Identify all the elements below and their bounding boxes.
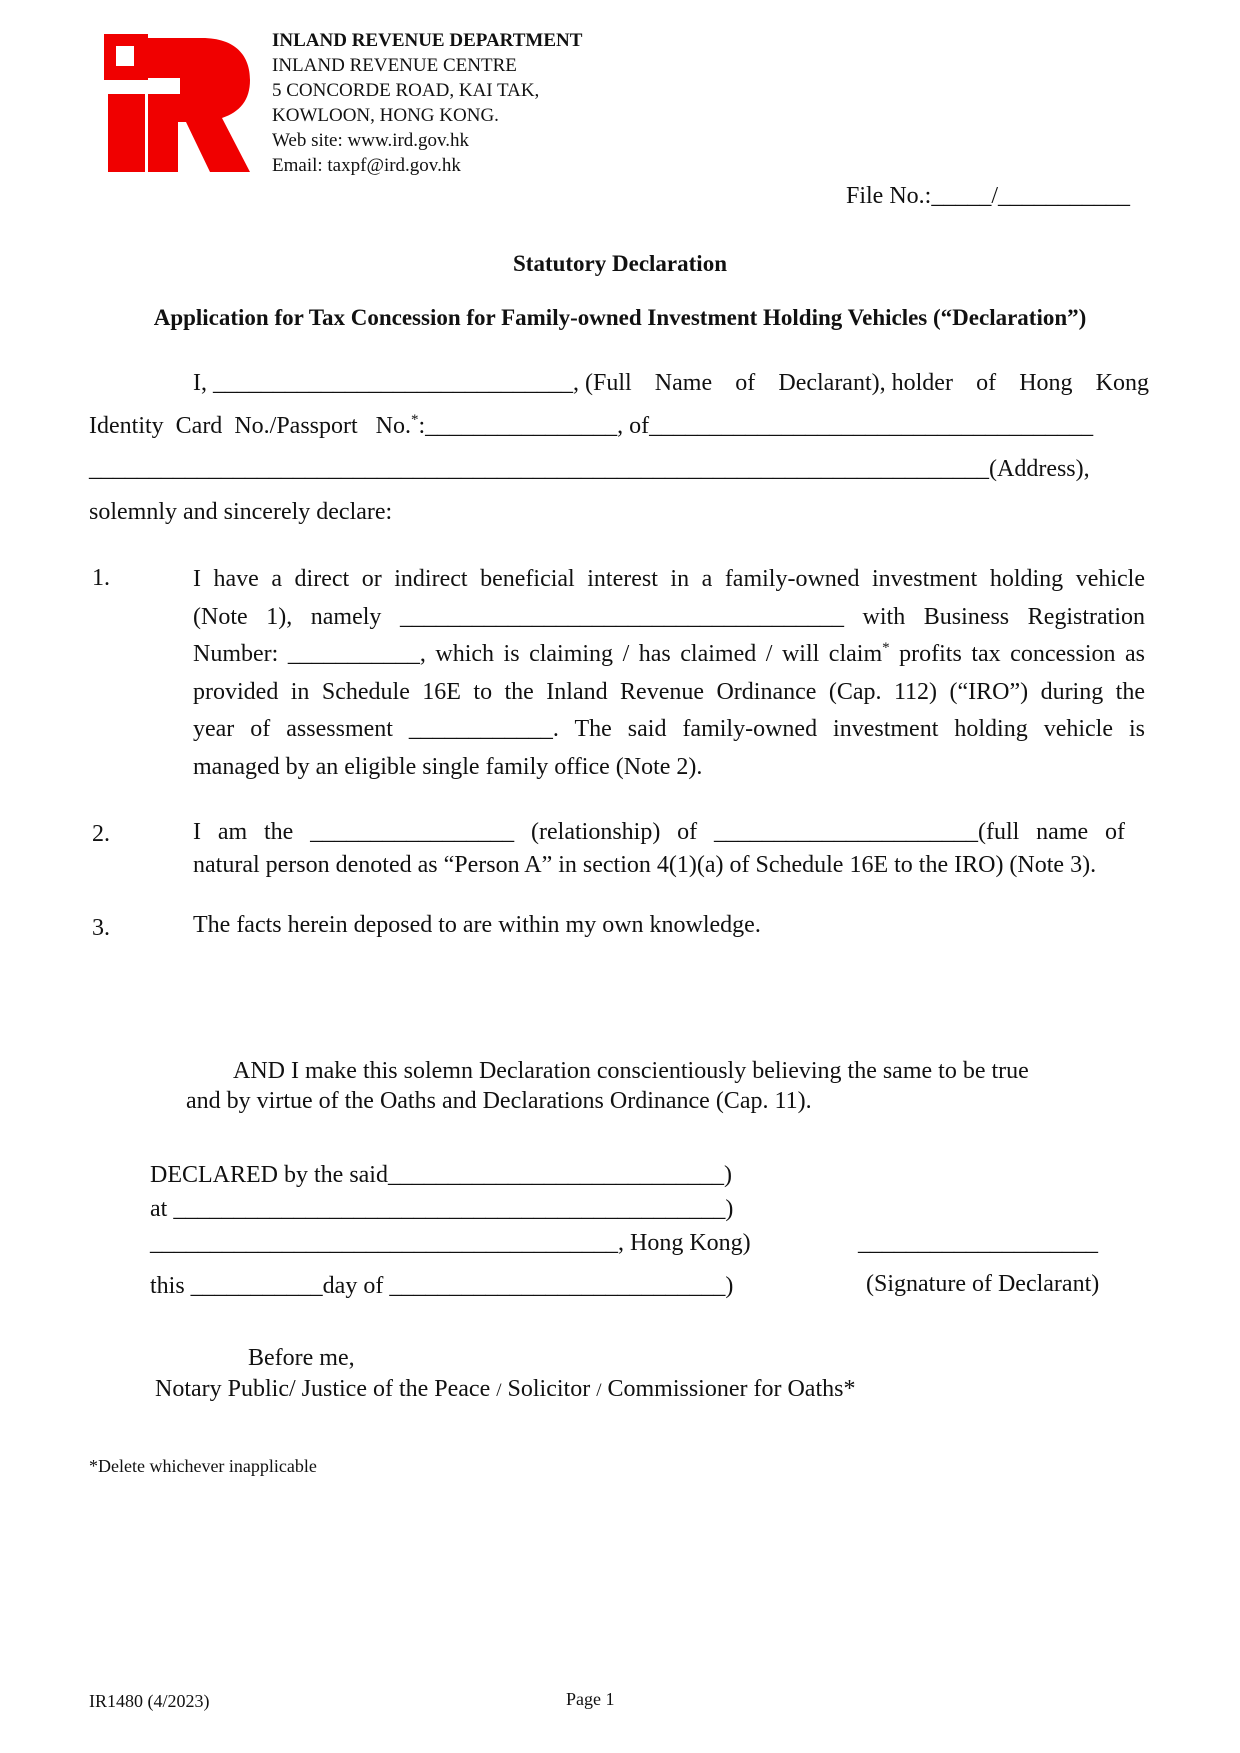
- address-line-2: KOWLOON, HONG KONG.: [272, 105, 499, 126]
- text-word: Hong: [1019, 370, 1073, 396]
- text-fragment: Number: ___________, which is claiming / has claimed / will claim: [193, 641, 883, 667]
- solemnly-declare-line: solemnly and sincerely declare:: [89, 499, 393, 525]
- text-fragment: Solicitor: [501, 1376, 597, 1402]
- page-number: Page 1: [566, 1689, 615, 1709]
- text-word: Name: [654, 370, 713, 396]
- text-word: Kong: [1095, 370, 1149, 396]
- item-1-line: managed by an eligible single family office (Note 2).: [193, 753, 703, 780]
- text-word: Identity: [89, 413, 164, 439]
- vehicle-name-field[interactable]: (Note 1), namely _____________________________________ with Business Registration: [193, 603, 1145, 630]
- slash-separator: /: [496, 1380, 502, 1401]
- text-fragment: Notary Public/ Justice of the Peace: [155, 1376, 497, 1402]
- year-of-assessment-field[interactable]: year of assessment ____________. The said family-owned investment holding vehicle is: [193, 716, 1145, 742]
- slash-separator: /: [596, 1380, 602, 1401]
- ird-logo-mark: [104, 34, 252, 172]
- text-word: of: [735, 370, 756, 396]
- asterisk-mark: *: [882, 640, 890, 656]
- text-word: Declarant), holder: [778, 370, 953, 396]
- item-number-3: 3.: [92, 915, 110, 941]
- item-3-text: The facts herein deposed to are within my own knowledge.: [193, 912, 761, 938]
- text-fragment: Commissioner for Oaths*: [601, 1376, 856, 1402]
- item-number-1: 1.: [92, 565, 110, 591]
- solemn-declaration-line-2: and by virtue of the Oaths and Declarations Ordinance (Cap. 11).: [186, 1088, 812, 1114]
- declarant-name-field[interactable]: I, ______________________________, (Full: [193, 370, 632, 396]
- item-1-line: I have a direct or indirect beneficial interest in a family-owned investment holding vehicle: [193, 566, 1145, 592]
- signature-line[interactable]: ____________________: [858, 1230, 1098, 1256]
- declarant-line-2[interactable]: [89, 413, 1093, 440]
- item-2-text[interactable]: [193, 816, 1125, 882]
- solemn-declaration-line-1: AND I make this solemn Declaration conscientiously believing the same to be true: [233, 1058, 1029, 1084]
- item-1-line: provided in Schedule 16E to the Inland Revenue Ordinance (Cap. 112) (“IRO”) during the: [193, 678, 1145, 705]
- footnote: *Delete whichever inapplicable: [89, 1456, 317, 1476]
- text-word: No./Passport: [234, 413, 358, 439]
- item-2-line: natural person denoted as “Person A” in section 4(1)(a) of Schedule 16E to the IRO) (Note 3).: [193, 852, 1097, 878]
- relationship-field[interactable]: I am the _________________ (relationship) of ______________________(full name of: [193, 819, 1125, 845]
- text-word: Card: [175, 413, 223, 439]
- file-number-field[interactable]: File No.:_____/___________: [846, 183, 1131, 209]
- department-address-block: [272, 28, 582, 178]
- text-fragment: profits tax concession as: [889, 641, 1145, 667]
- item-1-text[interactable]: [193, 561, 1145, 786]
- department-centre: INLAND REVENUE CENTRE: [272, 55, 517, 76]
- department-name: INLAND REVENUE DEPARTMENT: [272, 30, 583, 51]
- address-field[interactable]: ___________________________________________________________________________(Address),: [89, 456, 1090, 482]
- business-registration-field[interactable]: [193, 636, 1145, 674]
- text-word: of: [976, 370, 997, 396]
- declared-place-field[interactable]: _______________________________________, Hong Kong): [150, 1230, 751, 1256]
- before-me-line: Before me,: [248, 1345, 355, 1371]
- email-line: Email: taxpf@ird.gov.hk: [272, 155, 461, 176]
- item-number-2: 2.: [92, 821, 110, 847]
- form-number: IR1480 (4/2023): [89, 1691, 210, 1711]
- declared-at-field[interactable]: at ______________________________________________): [150, 1196, 734, 1222]
- asterisk-mark: *: [411, 412, 419, 428]
- declared-by-field[interactable]: DECLARED by the said____________________________): [150, 1162, 732, 1188]
- address-line-1: 5 CONCORDE ROAD, KAI TAK,: [272, 80, 540, 101]
- document-title: Statutory Declaration: [513, 251, 727, 276]
- declared-date-field[interactable]: this ___________day of ____________________________): [150, 1273, 734, 1299]
- text-word: No.: [375, 413, 411, 439]
- signature-label: (Signature of Declarant): [866, 1271, 1100, 1297]
- id-passport-and-address-field[interactable]: :________________, of_____________________________________: [418, 413, 1094, 439]
- document-subtitle: Application for Tax Concession for Family-owned Investment Holding Vehicles (“Declaration”): [153, 305, 1087, 330]
- declarant-line-1[interactable]: [89, 370, 1149, 397]
- website-line: Web site: www.ird.gov.hk: [272, 130, 470, 151]
- witness-capacity-line: [155, 1376, 855, 1403]
- ird-logo: [104, 34, 252, 172]
